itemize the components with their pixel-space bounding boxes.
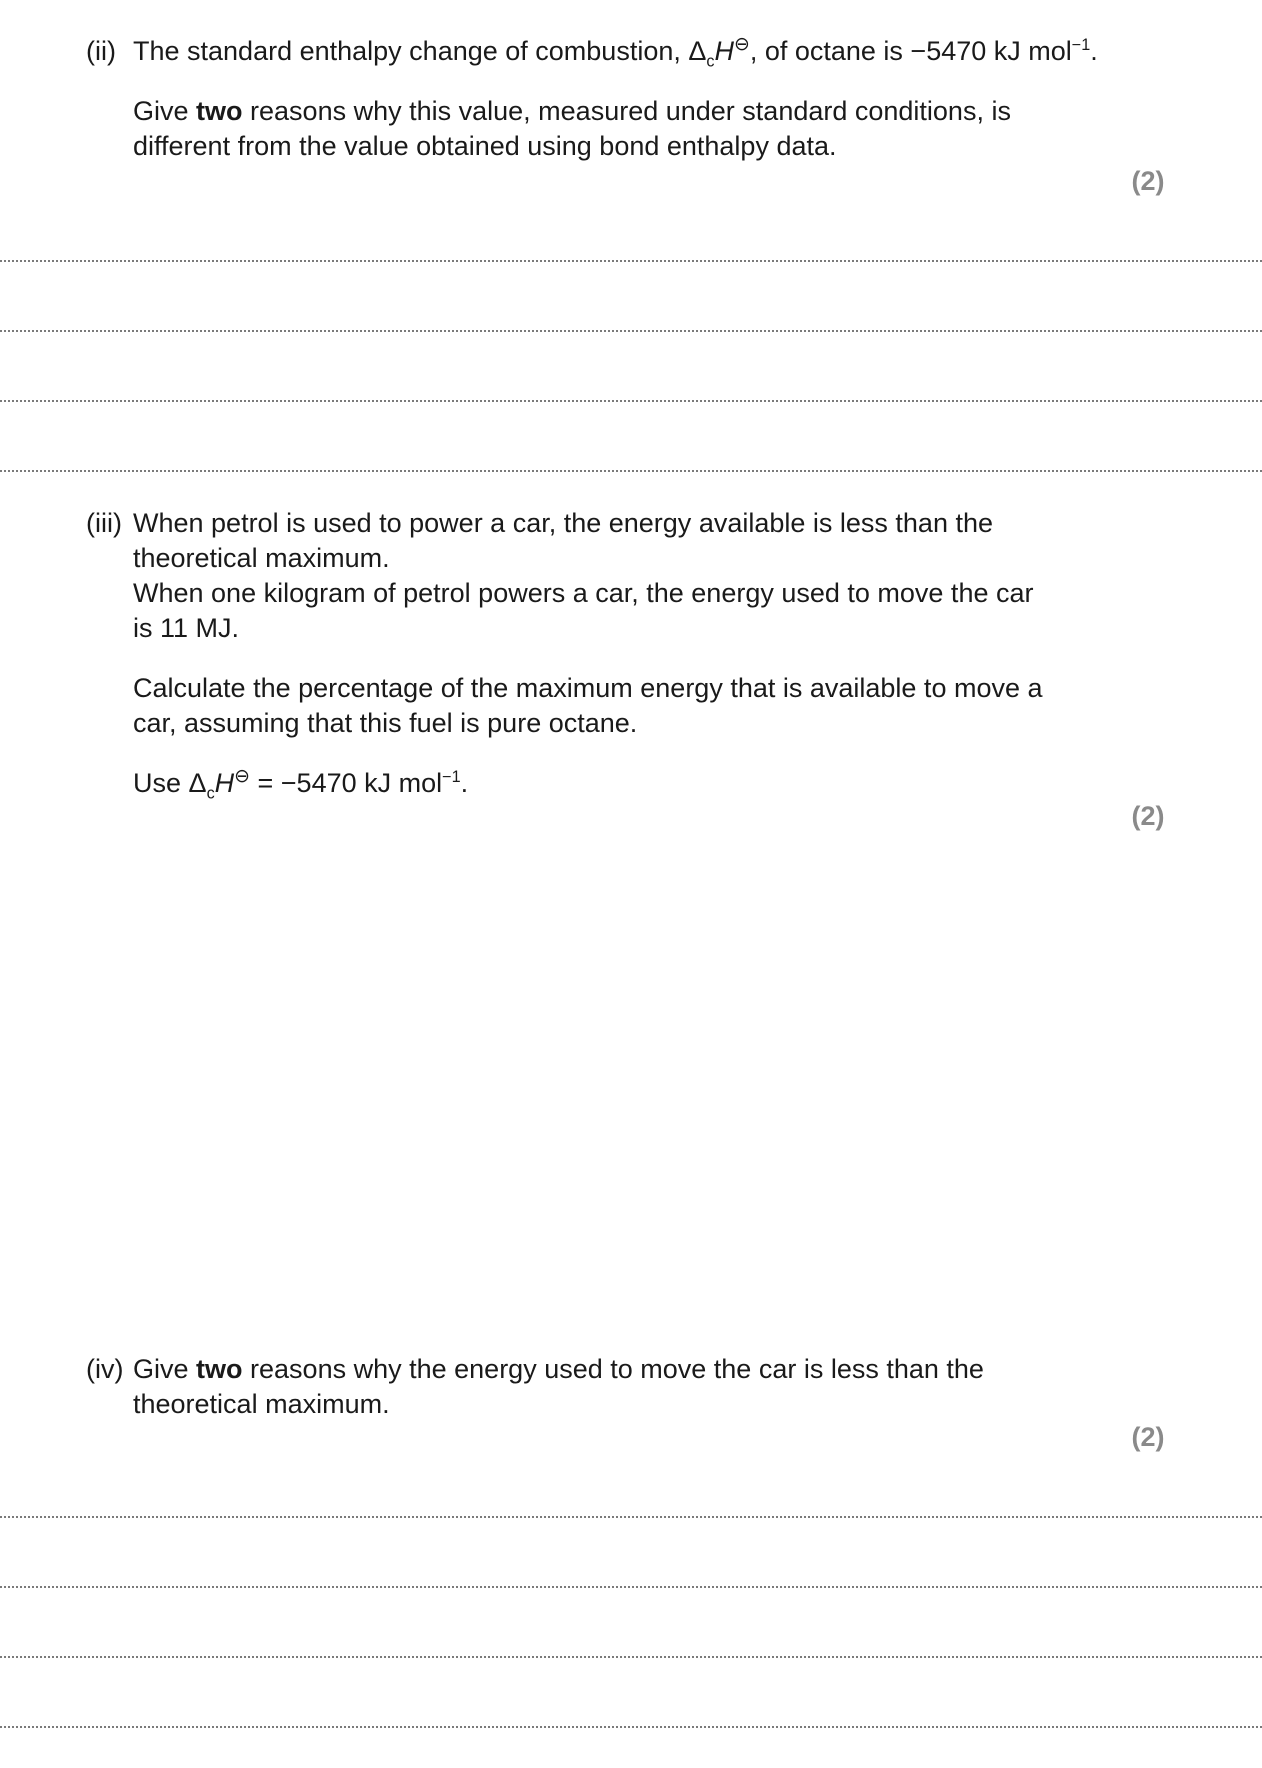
question-stem: The standard enthalpy change of combustion, $\Delta_cH^⊖$, of octane is −5470 kJ mol$^{-1}$. xyxy=(133,34,1098,71)
answer-line[interactable] xyxy=(0,330,1262,332)
marks-badge: (2) xyxy=(1131,801,1165,831)
data-given: Use $\Delta_cH^⊖ = -5470$ kJ mol$^{-1}$. xyxy=(133,766,469,803)
question-iv xyxy=(86,1352,1126,1422)
answer-line[interactable] xyxy=(0,1656,1262,1658)
answer-line[interactable] xyxy=(0,1516,1262,1518)
question-number: (iv) xyxy=(86,1354,124,1384)
question-stem: Give two reasons why the energy used to move the car is less than the theoretical maximum. xyxy=(133,1354,984,1419)
answer-line[interactable] xyxy=(0,400,1262,402)
question-iii xyxy=(86,506,1126,801)
answer-line[interactable] xyxy=(0,260,1262,262)
question-number: (iii) xyxy=(86,508,122,538)
question-number: (ii) xyxy=(86,36,116,66)
marks-badge: (2) xyxy=(1131,1422,1165,1452)
answer-line[interactable] xyxy=(0,470,1262,472)
question-stem: When petrol is used to power a car, the energy available is less than the theoretical maximum. When one kilogram of petrol powers a car, the energy used to move the car is 11 MJ. xyxy=(133,508,1034,643)
question-ii xyxy=(86,34,1126,164)
question-instruction: Give two reasons why this value, measured under standard conditions, is different from the value obtained using bond enthalpy data. xyxy=(133,96,1011,161)
standard-symbol: ⊖ xyxy=(734,34,750,55)
marks-badge: (2) xyxy=(1131,166,1165,196)
answer-line[interactable] xyxy=(0,1726,1262,1728)
standard-symbol: ⊖ xyxy=(234,766,251,787)
answer-line[interactable] xyxy=(0,1586,1262,1588)
working-space[interactable] xyxy=(86,850,1166,1340)
question-instruction: Calculate the percentage of the maximum energy that is available to move a car, assuming that this fuel is pure octane. xyxy=(133,673,1043,738)
